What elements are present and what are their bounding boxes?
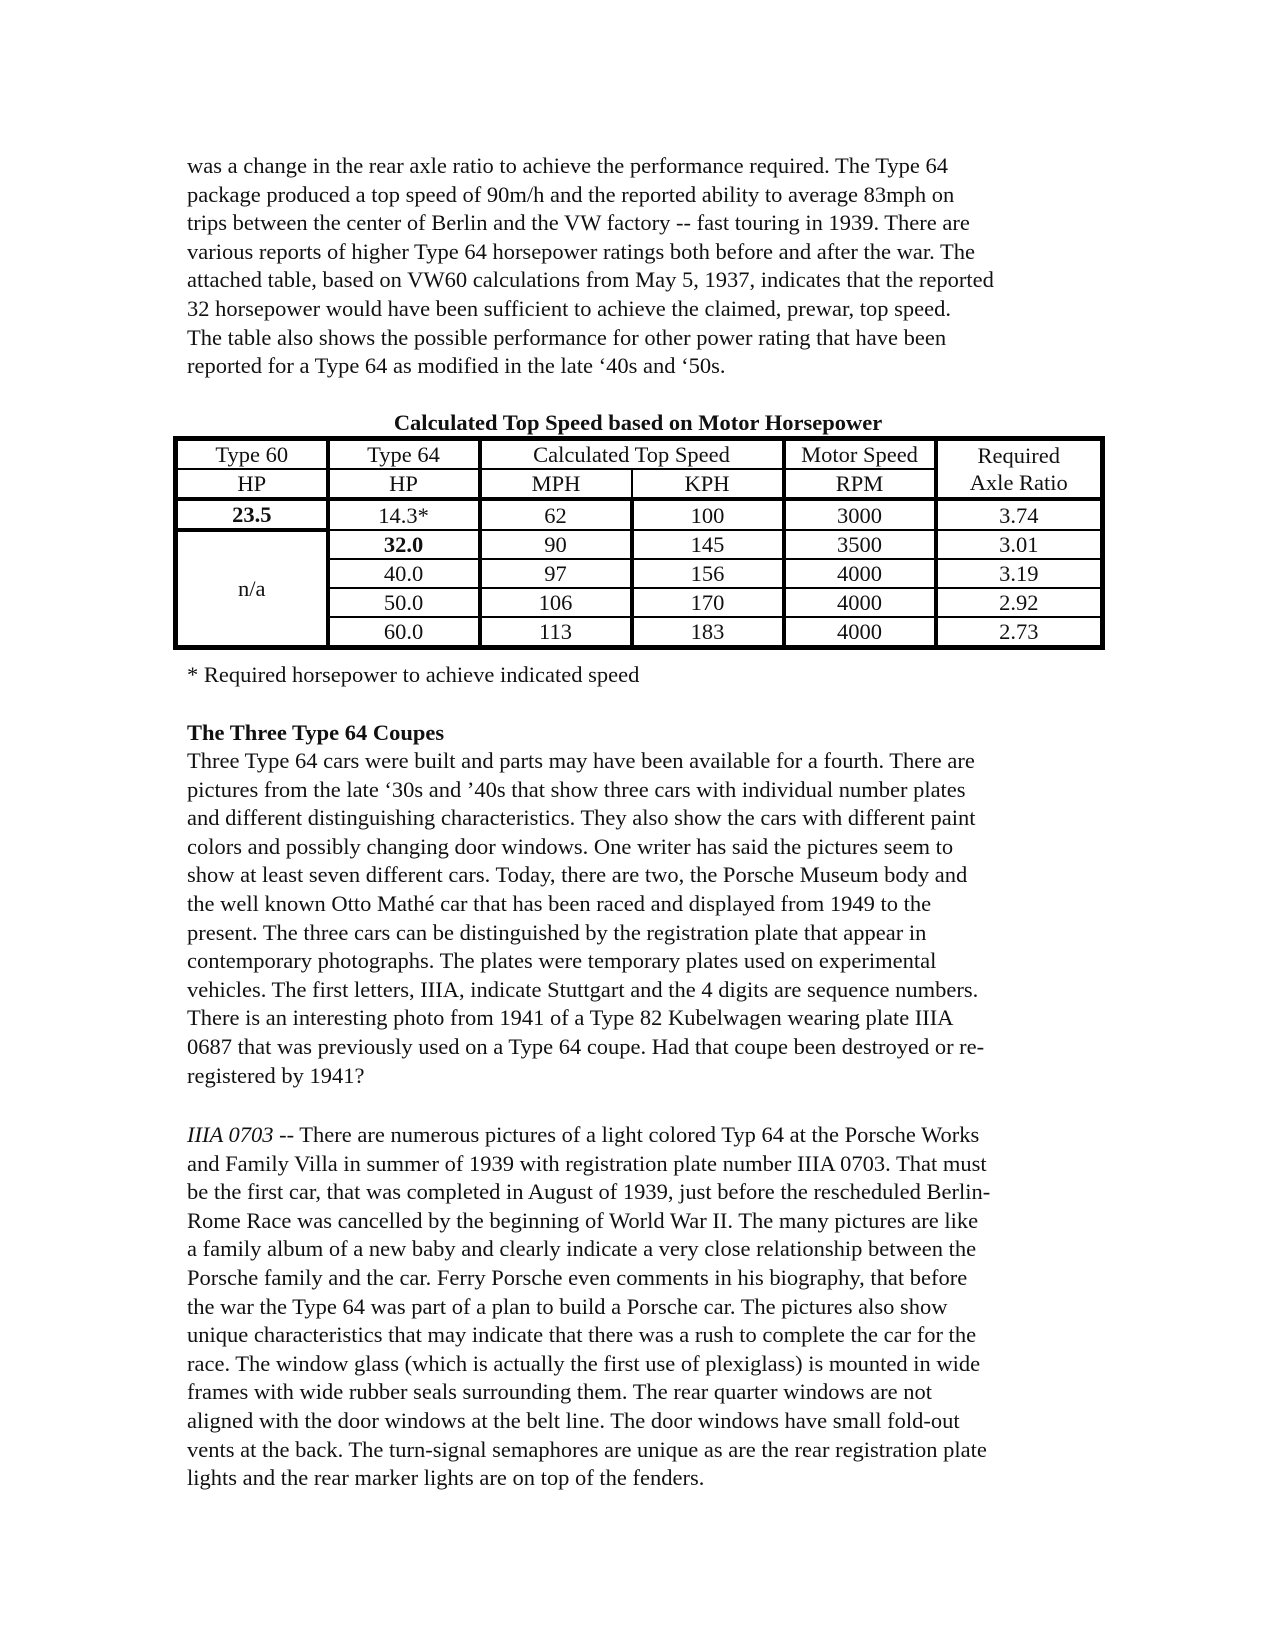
iiia-0703-line: Rome Race was cancelled by the beginning of World War II. The many pictures are like [187,1207,979,1233]
intro-paragraph [187,152,1107,381]
iiia-0703-line: and Family Villa in summer of 1939 with registration plate number IIIA 0703. That must [187,1150,987,1176]
cell-axle-ratio: 2.73 [936,617,1103,648]
header-mph: MPH [480,469,632,499]
table-header-row [176,439,1103,470]
intro-line: various reports of higher Type 64 horsepower ratings both before and after the war. The [187,238,975,264]
cell-rpm: 4000 [784,588,936,617]
cell-kph: 145 [632,530,784,559]
plate-label: IIIA 0703 [187,1122,274,1147]
cell-kph: 170 [632,588,784,617]
cell-kph: 100 [632,499,784,530]
cell-type60-na: n/a [176,530,328,648]
coupes-line: vehicles. The first letters, IIIA, indicate Stuttgart and the 4 digits are sequence numbers. [187,976,979,1002]
cell-mph: 97 [480,559,632,588]
intro-line: The table also shows the possible performance for other power rating that have been [187,324,947,350]
cell-rpm: 3500 [784,530,936,559]
table-row [176,530,1103,559]
header-required: Required [977,443,1060,468]
intro-line: reported for a Type 64 as modified in the late ‘40s and ‘50s. [187,353,726,379]
cell-type64-hp: 40.0 [328,559,480,588]
cell-type64-hp: 50.0 [328,588,480,617]
speed-table [173,436,1105,650]
cell-mph: 90 [480,530,632,559]
iiia-0703-line: race. The window glass (which is actually the first use of plexiglass) is mounted in wide [187,1350,981,1376]
iiia-0703-first-line [187,1121,1107,1150]
cell-rpm: 3000 [784,499,936,530]
coupes-line: Three Type 64 cars were built and parts may have been available for a fourth. There are [187,748,975,773]
cell-type64-hp: 60.0 [328,617,480,648]
header-type60-unit: HP [176,469,328,499]
iiia-0703-line: lights and the rear marker lights are on top of the fenders. [187,1465,705,1491]
intro-line: 32 horsepower would have been sufficient to achieve the claimed, prewar, top speed. [187,295,952,321]
header-calculated-top-speed: Calculated Top Speed [480,439,784,470]
iiia-0703-line: the war the Type 64 was part of a plan to build a Porsche car. The pictures also show [187,1293,948,1319]
iiia-0703-first-line-text: -- There are numerous pictures of a light colored Typ 64 at the Porsche Works [273,1122,980,1147]
coupes-line: contemporary photographs. The plates were temporary plates used on experimental [187,948,937,974]
cell-kph: 183 [632,617,784,648]
coupes-line: 0687 that was previously used on a Type 64 coupe. Had that coupe been destroyed or re- [187,1033,985,1059]
header-kph: KPH [632,469,784,499]
coupes-paragraph [187,747,1107,1090]
iiia-0703-line: frames with wide rubber seals surrounding them. The rear quarter windows are not [187,1379,932,1405]
intro-line: was a change in the rear axle ratio to achieve the performance required. The Type 64 [187,153,948,178]
cell-type64-hp: 32.0 [328,530,480,559]
header-axle-ratio: Axle Ratio [969,470,1068,495]
iiia-0703-line: vents at the back. The turn-signal semaphores are unique as are the rear registration plate [187,1436,987,1462]
header-motor-speed: Motor Speed [784,439,936,470]
table-row [176,499,1103,530]
iiia-0703-line: unique characteristics that may indicate that there was a rush to complete the car for the [187,1322,977,1348]
iiia-0703-line: Porsche family and the car. Ferry Porsche even comments in his biography, that before [187,1264,968,1290]
header-type60: Type 60 [176,439,328,470]
table-title: Calculated Top Speed based on Motor Horsepower [393,410,883,435]
intro-line: package produced a top speed of 90m/h and the reported ability to average 83mph on [187,181,955,207]
coupes-line: pictures from the late ‘30s and ’40s that show three cars with individual number plates [187,776,966,802]
header-required-axle-ratio [936,439,1103,500]
header-rpm: RPM [784,469,936,499]
table-footnote: * Required horsepower to achieve indicated speed [187,662,640,687]
cell-kph: 156 [632,559,784,588]
cell-mph: 113 [480,617,632,648]
coupes-line: show at least seven different cars. Today, there are two, the Porsche Museum body and [187,862,968,888]
cell-type60-hp: 23.5 [176,499,328,530]
coupes-line: present. The three cars can be distinguished by the registration plate that appear in [187,919,927,945]
coupes-line: There is an interesting photo from 1941 of a Type 82 Kubelwagen wearing plate IIIA [187,1005,954,1031]
cell-axle-ratio: 3.01 [936,530,1103,559]
iiia-0703-paragraph [187,1121,1107,1493]
intro-line: attached table, based on VW60 calculations from May 5, 1937, indicates that the reported [187,267,994,293]
cell-type64-hp: 14.3* [328,499,480,530]
section-heading: The Three Type 64 Coupes [187,720,445,745]
cell-mph: 106 [480,588,632,617]
header-type64: Type 64 [328,439,480,470]
coupes-line: colors and possibly changing door windows. One writer has said the pictures seem to [187,833,954,859]
coupes-line: registered by 1941? [187,1062,365,1088]
iiia-0703-line: be the first car, that was completed in August of 1939, just before the rescheduled Berlin- [187,1179,991,1205]
cell-axle-ratio: 2.92 [936,588,1103,617]
coupes-line: and different distinguishing characteristics. They also show the cars with different paint [187,805,976,831]
cell-axle-ratio: 3.74 [936,499,1103,530]
cell-mph: 62 [480,499,632,530]
coupes-line: the well known Otto Mathé car that has been raced and displayed from 1949 to the [187,890,932,916]
iiia-0703-line: aligned with the door windows at the belt line. The door windows have small fold-out [187,1407,960,1433]
header-type64-unit: HP [328,469,480,499]
iiia-0703-line: a family album of a new baby and clearly indicate a very close relationship between the [187,1236,977,1262]
cell-axle-ratio: 3.19 [936,559,1103,588]
cell-rpm: 4000 [784,559,936,588]
intro-line: trips between the center of Berlin and the VW factory -- fast touring in 1939. There are [187,210,970,236]
cell-rpm: 4000 [784,617,936,648]
